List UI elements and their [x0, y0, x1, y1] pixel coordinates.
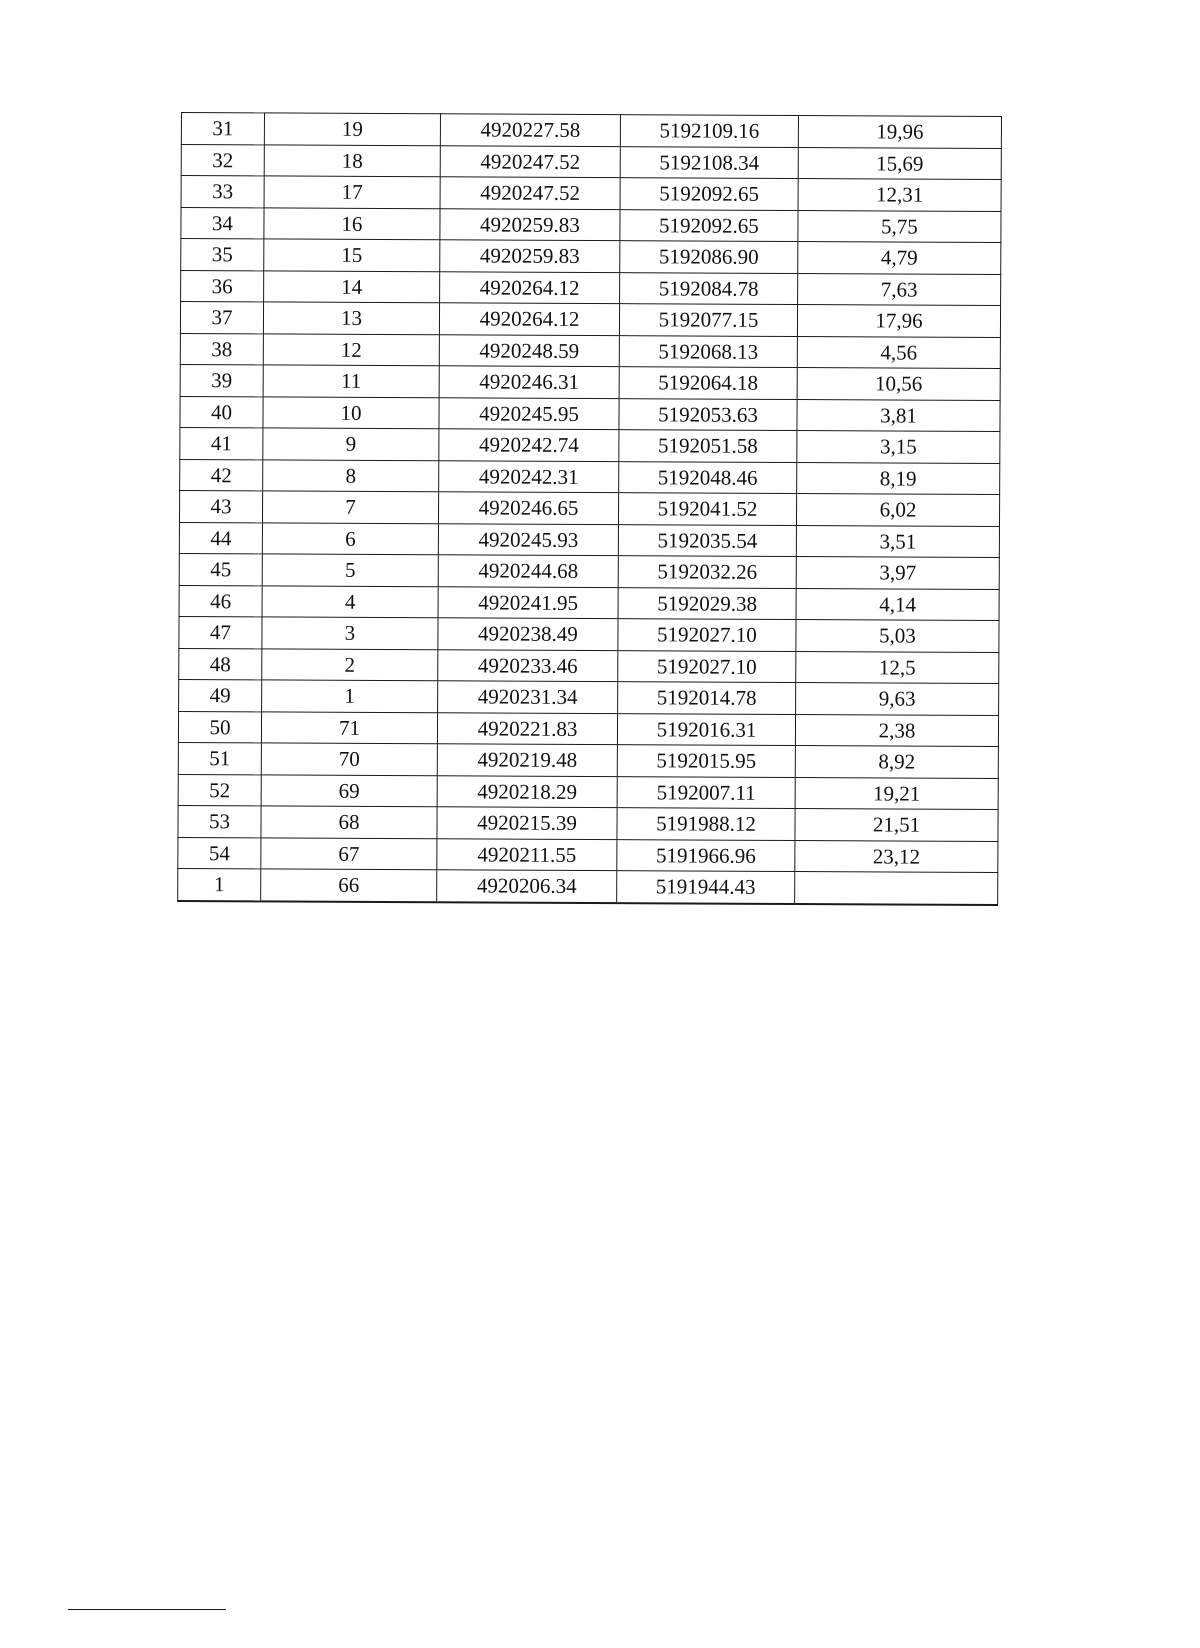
x-coordinate-cell: 4920218.29 — [437, 775, 617, 807]
y-coordinate-cell: 5192092.65 — [620, 178, 798, 210]
table-row — [178, 774, 998, 810]
point-number-cell: 48 — [179, 648, 262, 680]
table-row — [180, 364, 1000, 400]
x-coordinate-cell: 4920264.12 — [440, 271, 620, 303]
point-number-cell: 33 — [181, 176, 264, 208]
distance-cell: 3,15 — [797, 431, 1000, 463]
distance-cell: 23,12 — [795, 840, 998, 872]
footnote-separator — [68, 1609, 226, 1610]
vertex-number-cell: 68 — [261, 806, 437, 838]
y-coordinate-cell: 5192108.34 — [620, 146, 798, 178]
distance-cell: 3,51 — [796, 525, 999, 557]
table-row — [179, 522, 999, 558]
table-row — [181, 113, 1001, 149]
x-coordinate-cell: 4920206.34 — [437, 870, 617, 903]
point-number-cell: 39 — [180, 364, 263, 396]
vertex-number-cell: 18 — [264, 144, 440, 176]
vertex-number-cell: 17 — [264, 176, 440, 208]
point-number-cell: 37 — [180, 302, 263, 334]
distance-cell: 19,96 — [798, 116, 1001, 148]
point-number-cell: 43 — [179, 490, 262, 522]
vertex-number-cell: 8 — [263, 459, 439, 491]
point-number-cell: 50 — [178, 711, 261, 743]
y-coordinate-cell: 5192068.13 — [619, 335, 797, 367]
x-coordinate-cell: 4920211.55 — [437, 838, 617, 870]
table-row — [181, 270, 1001, 306]
y-coordinate-cell: 5192016.31 — [617, 713, 795, 745]
x-coordinate-cell: 4920242.74 — [439, 429, 619, 461]
distance-cell: 12,31 — [798, 179, 1001, 211]
table-row — [179, 490, 999, 526]
x-coordinate-cell: 4920264.12 — [439, 303, 619, 335]
table-row — [180, 396, 1000, 432]
distance-cell: 4,14 — [796, 588, 999, 620]
point-number-cell: 49 — [179, 679, 262, 711]
y-coordinate-cell: 5192086.90 — [620, 241, 798, 273]
point-number-cell: 46 — [179, 585, 262, 617]
point-number-cell: 42 — [180, 459, 263, 491]
table-row — [179, 616, 999, 652]
distance-cell: 15,69 — [798, 147, 1001, 179]
y-coordinate-cell: 5192109.16 — [620, 115, 798, 147]
distance-cell: 9,63 — [796, 683, 999, 715]
vertex-number-cell: 70 — [261, 743, 437, 775]
x-coordinate-cell: 4920247.52 — [440, 145, 620, 177]
table-row — [180, 333, 1000, 369]
distance-cell: 2,38 — [795, 714, 998, 746]
point-number-cell: 40 — [180, 396, 263, 428]
point-number-cell: 53 — [178, 805, 261, 837]
table-row — [180, 427, 1000, 463]
distance-cell: 8,19 — [797, 462, 1000, 494]
distance-cell: 10,56 — [797, 368, 1000, 400]
table-row — [181, 207, 1001, 243]
x-coordinate-cell: 4920248.59 — [439, 334, 619, 366]
point-number-cell: 34 — [181, 207, 264, 239]
distance-cell: 4,79 — [798, 242, 1001, 274]
y-coordinate-cell: 5192077.15 — [619, 304, 797, 336]
point-number-cell: 52 — [178, 774, 261, 806]
vertex-number-cell: 12 — [263, 333, 439, 365]
x-coordinate-cell: 4920245.95 — [439, 397, 619, 429]
x-coordinate-cell: 4920247.52 — [440, 177, 620, 209]
x-coordinate-cell: 4920245.93 — [438, 523, 618, 555]
x-coordinate-cell: 4920241.95 — [438, 586, 618, 618]
x-coordinate-cell: 4920215.39 — [437, 807, 617, 839]
table-row — [179, 585, 999, 621]
x-coordinate-cell: 4920259.83 — [440, 208, 620, 240]
distance-cell: 19,21 — [795, 777, 998, 809]
vertex-number-cell: 1 — [262, 680, 438, 712]
vertex-number-cell: 2 — [262, 648, 438, 680]
vertex-number-cell: 66 — [261, 869, 437, 902]
coordinates-table-body — [178, 113, 1002, 905]
distance-cell: 21,51 — [795, 809, 998, 841]
vertex-number-cell: 19 — [264, 113, 440, 145]
distance-cell: 3,81 — [797, 399, 1000, 431]
vertex-number-cell: 14 — [264, 270, 440, 302]
y-coordinate-cell: 5192027.10 — [618, 650, 796, 682]
vertex-number-cell: 6 — [262, 522, 438, 554]
coordinates-table — [177, 112, 1002, 906]
table-row — [181, 239, 1001, 275]
y-coordinate-cell: 5192029.38 — [618, 587, 796, 619]
table-row — [178, 837, 998, 873]
x-coordinate-cell: 4920242.31 — [439, 460, 619, 492]
point-number-cell: 54 — [178, 837, 261, 869]
distance-cell: 7,63 — [798, 273, 1001, 305]
table-row — [179, 679, 999, 715]
vertex-number-cell: 3 — [262, 617, 438, 649]
x-coordinate-cell: 4920221.83 — [437, 712, 617, 744]
table-row — [178, 805, 998, 841]
x-coordinate-cell: 4920219.48 — [437, 744, 617, 776]
point-number-cell: 45 — [179, 553, 262, 585]
x-coordinate-cell: 4920231.34 — [438, 681, 618, 713]
vertex-number-cell: 5 — [262, 554, 438, 586]
y-coordinate-cell: 5192051.58 — [619, 430, 797, 462]
x-coordinate-cell: 4920227.58 — [440, 114, 620, 146]
point-number-cell: 41 — [180, 427, 263, 459]
y-coordinate-cell: 5192092.65 — [620, 209, 798, 241]
table-row — [179, 648, 999, 684]
point-number-cell: 47 — [179, 616, 262, 648]
table-row — [181, 176, 1001, 212]
vertex-number-cell: 69 — [261, 774, 437, 806]
point-number-cell: 32 — [181, 144, 264, 176]
vertex-number-cell: 13 — [263, 302, 439, 334]
x-coordinate-cell: 4920233.46 — [438, 649, 618, 681]
table-row — [178, 742, 998, 778]
vertex-number-cell: 15 — [264, 239, 440, 271]
table-row — [180, 459, 1000, 495]
point-number-cell: 38 — [180, 333, 263, 365]
x-coordinate-cell: 4920238.49 — [438, 618, 618, 650]
y-coordinate-cell: 5192015.95 — [617, 745, 795, 777]
x-coordinate-cell: 4920246.31 — [439, 366, 619, 398]
vertex-number-cell: 71 — [261, 711, 437, 743]
vertex-number-cell: 7 — [262, 491, 438, 523]
table-row — [179, 553, 999, 589]
table-row — [181, 144, 1001, 180]
y-coordinate-cell: 5192084.78 — [620, 272, 798, 304]
y-coordinate-cell: 5191944.43 — [617, 871, 795, 904]
y-coordinate-cell: 5192027.10 — [618, 619, 796, 651]
y-coordinate-cell: 5191988.12 — [617, 808, 795, 840]
y-coordinate-cell: 5192064.18 — [619, 367, 797, 399]
y-coordinate-cell: 5192041.52 — [618, 493, 796, 525]
y-coordinate-cell: 5192032.26 — [618, 556, 796, 588]
distance-cell: 3,97 — [796, 557, 999, 589]
point-number-cell: 36 — [181, 270, 264, 302]
distance-cell: 8,92 — [795, 746, 998, 778]
distance-cell: 17,96 — [797, 305, 1000, 337]
distance-cell: 12,5 — [796, 651, 999, 683]
vertex-number-cell: 9 — [263, 428, 439, 460]
y-coordinate-cell: 5191966.96 — [617, 839, 795, 871]
vertex-number-cell: 16 — [264, 207, 440, 239]
distance-cell: 4,56 — [797, 336, 1000, 368]
distance-cell — [795, 872, 998, 905]
vertex-number-cell: 11 — [263, 365, 439, 397]
x-coordinate-cell: 4920246.65 — [438, 492, 618, 524]
x-coordinate-cell: 4920259.83 — [440, 240, 620, 272]
point-number-cell: 44 — [179, 522, 262, 554]
vertex-number-cell: 10 — [263, 396, 439, 428]
vertex-number-cell: 67 — [261, 837, 437, 869]
y-coordinate-cell: 5192053.63 — [619, 398, 797, 430]
vertex-number-cell: 4 — [262, 585, 438, 617]
y-coordinate-cell: 5192014.78 — [618, 682, 796, 714]
table-row — [178, 868, 998, 904]
table-row — [178, 711, 998, 747]
distance-cell: 5,75 — [798, 210, 1001, 242]
point-number-cell: 35 — [181, 239, 264, 271]
y-coordinate-cell: 5192035.54 — [618, 524, 796, 556]
x-coordinate-cell: 4920244.68 — [438, 555, 618, 587]
point-number-cell: 31 — [181, 113, 264, 145]
point-number-cell: 1 — [178, 868, 261, 900]
table-row — [180, 302, 1000, 338]
y-coordinate-cell: 5192048.46 — [619, 461, 797, 493]
y-coordinate-cell: 5192007.11 — [617, 776, 795, 808]
distance-cell: 5,03 — [796, 620, 999, 652]
distance-cell: 6,02 — [796, 494, 999, 526]
point-number-cell: 51 — [178, 742, 261, 774]
